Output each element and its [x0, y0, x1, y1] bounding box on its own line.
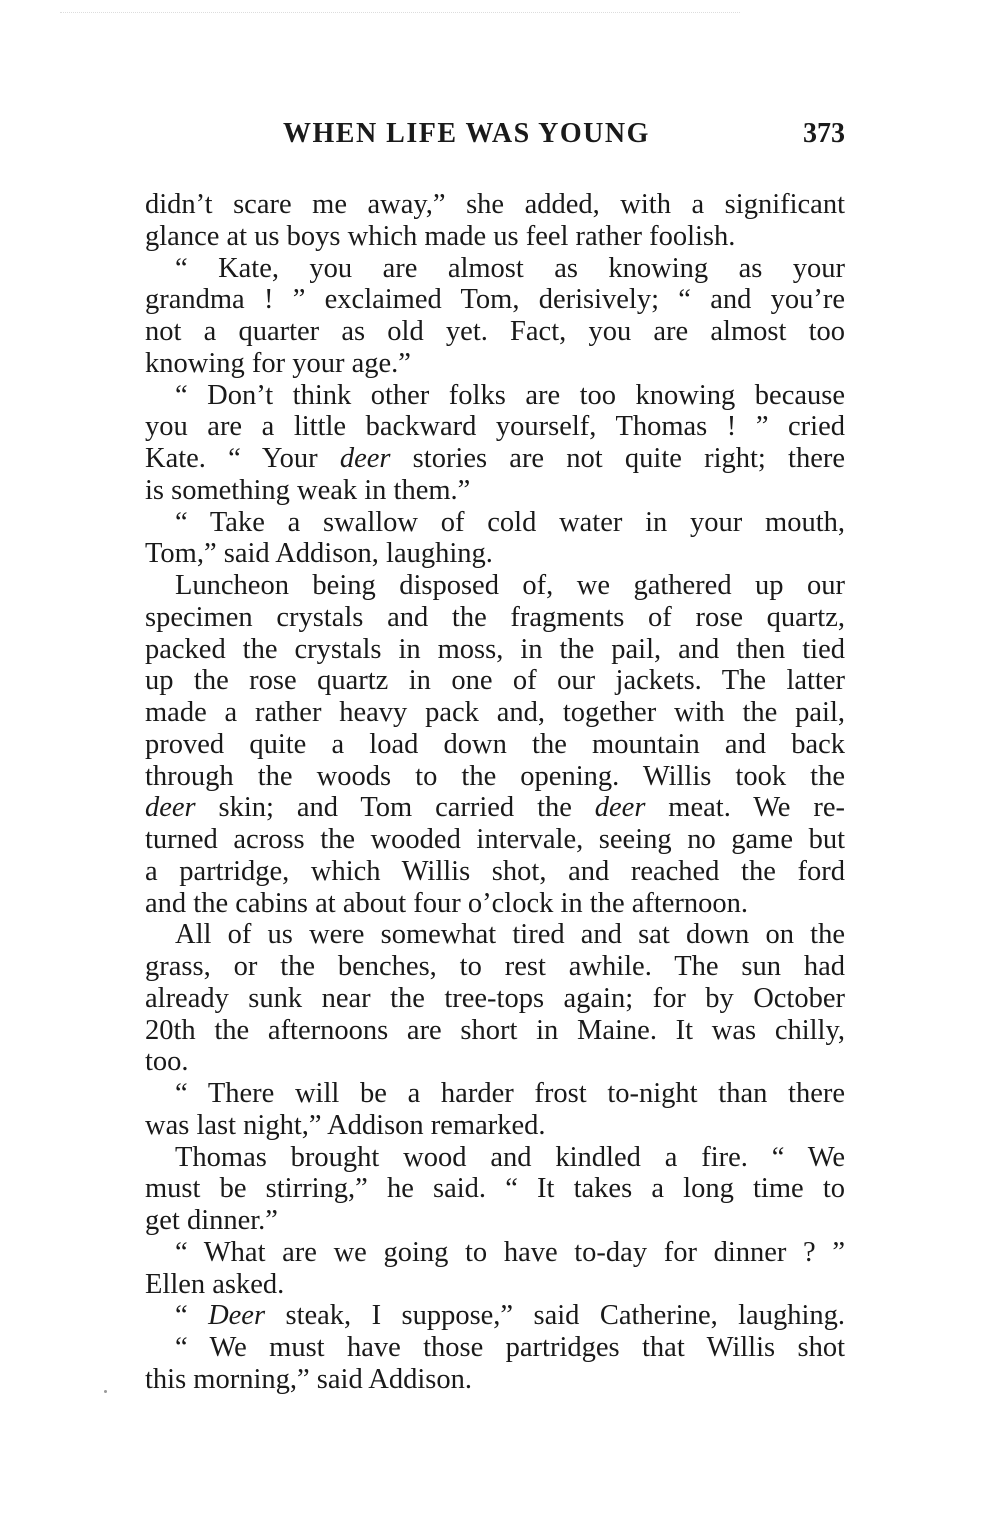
text-line — [145, 189, 845, 221]
text-line — [145, 1046, 845, 1078]
text-line — [145, 538, 845, 570]
text-line — [145, 634, 845, 666]
text-line — [145, 888, 845, 920]
text-segment: turned across the wooded intervale, seeing no game but — [145, 824, 845, 855]
text-line — [145, 1015, 845, 1047]
text-line — [145, 729, 845, 761]
text-segment: Thomas brought wood and kindled a fire. “ We — [175, 1141, 845, 1173]
text-line — [145, 602, 845, 634]
text-line — [145, 951, 845, 983]
text-line — [145, 411, 845, 443]
text-segment: “ Don’t think other folks are too knowing because — [175, 379, 845, 411]
text-line — [145, 983, 845, 1015]
body-text — [145, 189, 845, 1396]
text-segment: steak, I suppose,” said Catherine, laughing. — [265, 1300, 846, 1332]
text-segment: grass, or the benches, to rest awhile. The sun had — [145, 951, 845, 982]
text-line — [145, 1237, 845, 1269]
text-line — [145, 316, 845, 348]
text-line — [145, 824, 845, 856]
text-segment: 20th the afternoons are short in Maine. It was chilly, — [145, 1014, 845, 1046]
text-line — [145, 761, 845, 793]
text-segment: get dinner.” — [145, 1205, 278, 1236]
text-line — [145, 792, 845, 824]
text-segment: proved quite a load down the mountain and back — [145, 728, 845, 760]
text-segment: and the cabins at about four o’clock in the afternoon. — [145, 887, 749, 919]
text-segment: “ Take a swallow of cold water in your mouth, — [175, 506, 845, 538]
text-segment: must be stirring,” he said. “ It takes a long time to — [145, 1173, 845, 1205]
text-line — [145, 1300, 845, 1332]
text-segment: knowing for your age.” — [145, 347, 411, 379]
text-segment: through the woods to the opening. Willis took the — [145, 760, 845, 792]
text-segment: didn’t scare me away,” she added, with a significant — [145, 189, 845, 220]
text-line — [145, 1173, 845, 1205]
running-header — [145, 118, 845, 158]
text-line — [145, 253, 845, 285]
text-segment: is something weak in them.” — [145, 474, 471, 506]
text-segment: meat. We re- — [645, 792, 845, 824]
text-line — [145, 1078, 845, 1110]
text-line — [145, 443, 845, 475]
text-segment: up the rose quartz in one of our jackets. The latter — [145, 665, 845, 697]
text-line — [145, 380, 845, 412]
text-segment: specimen crystals and the fragments of rose quartz, — [145, 601, 845, 633]
text-line — [145, 856, 845, 888]
text-line — [145, 665, 845, 697]
margin-speck — [104, 1390, 107, 1393]
text-segment: “ Kate, you are almost as knowing as your — [175, 252, 845, 284]
text-line — [145, 1142, 845, 1174]
text-segment: “ We must have those partridges that Willis shot — [175, 1332, 845, 1363]
text-line — [145, 1205, 845, 1237]
text-line — [145, 475, 845, 507]
italic-word: Deer — [208, 1300, 266, 1332]
running-title: WHEN LIFE WAS YOUNG — [283, 118, 650, 149]
page-number: 373 — [803, 118, 845, 149]
text-line — [145, 1364, 845, 1396]
text-segment: All of us were somewhat tired and sat down on the — [175, 919, 845, 951]
text-line — [145, 570, 845, 602]
text-line — [145, 697, 845, 729]
text-line — [145, 1332, 845, 1364]
text-segment: packed the crystals in moss, in the pail, and then tied — [145, 633, 845, 665]
text-segment: stories are not quite right; there — [390, 443, 845, 474]
text-segment: Kate. “ Your — [145, 443, 340, 474]
text-segment: “ — [175, 1300, 209, 1332]
text-segment: was last night,” Addison remarked. — [145, 1109, 546, 1141]
text-segment: not a quarter as old yet. Fact, you are almost too — [145, 316, 845, 347]
text-segment: a partridge, which Willis shot, and reached the ford — [145, 855, 845, 887]
text-segment: skin; and Tom carried the — [195, 792, 595, 824]
text-segment: already sunk near the tree-tops again; for by October — [145, 982, 845, 1014]
italic-word: deer — [339, 443, 391, 474]
italic-word: deer — [145, 792, 196, 824]
scan-artifact — [60, 12, 740, 21]
text-segment: grandma ! ” exclaimed Tom, derisively; “ and you’re — [145, 284, 845, 316]
text-segment: made a rather heavy pack and, together with the pail, — [145, 697, 845, 728]
text-line — [145, 221, 845, 253]
text-line — [145, 919, 845, 951]
text-segment: you are a little backward yourself, Thomas ! ” cried — [145, 411, 845, 443]
text-segment: this morning,” said Addison. — [145, 1363, 472, 1395]
text-segment: glance at us boys which made us feel rather foolish. — [145, 220, 736, 252]
text-line — [145, 1110, 845, 1142]
text-line — [145, 284, 845, 316]
text-segment: Tom,” said Addison, laughing. — [145, 538, 493, 570]
text-segment: too. — [145, 1046, 189, 1078]
text-segment: “ What are we going to have to-day for dinner ? ” — [175, 1236, 845, 1268]
text-line — [145, 1269, 845, 1301]
text-segment: Ellen asked. — [145, 1268, 285, 1300]
text-line — [145, 507, 845, 539]
text-segment: Luncheon being disposed of, we gathered up our — [175, 570, 845, 601]
text-segment: “ There will be a harder frost to-night than there — [175, 1078, 845, 1109]
text-line — [145, 348, 845, 380]
italic-word: deer — [594, 792, 646, 824]
